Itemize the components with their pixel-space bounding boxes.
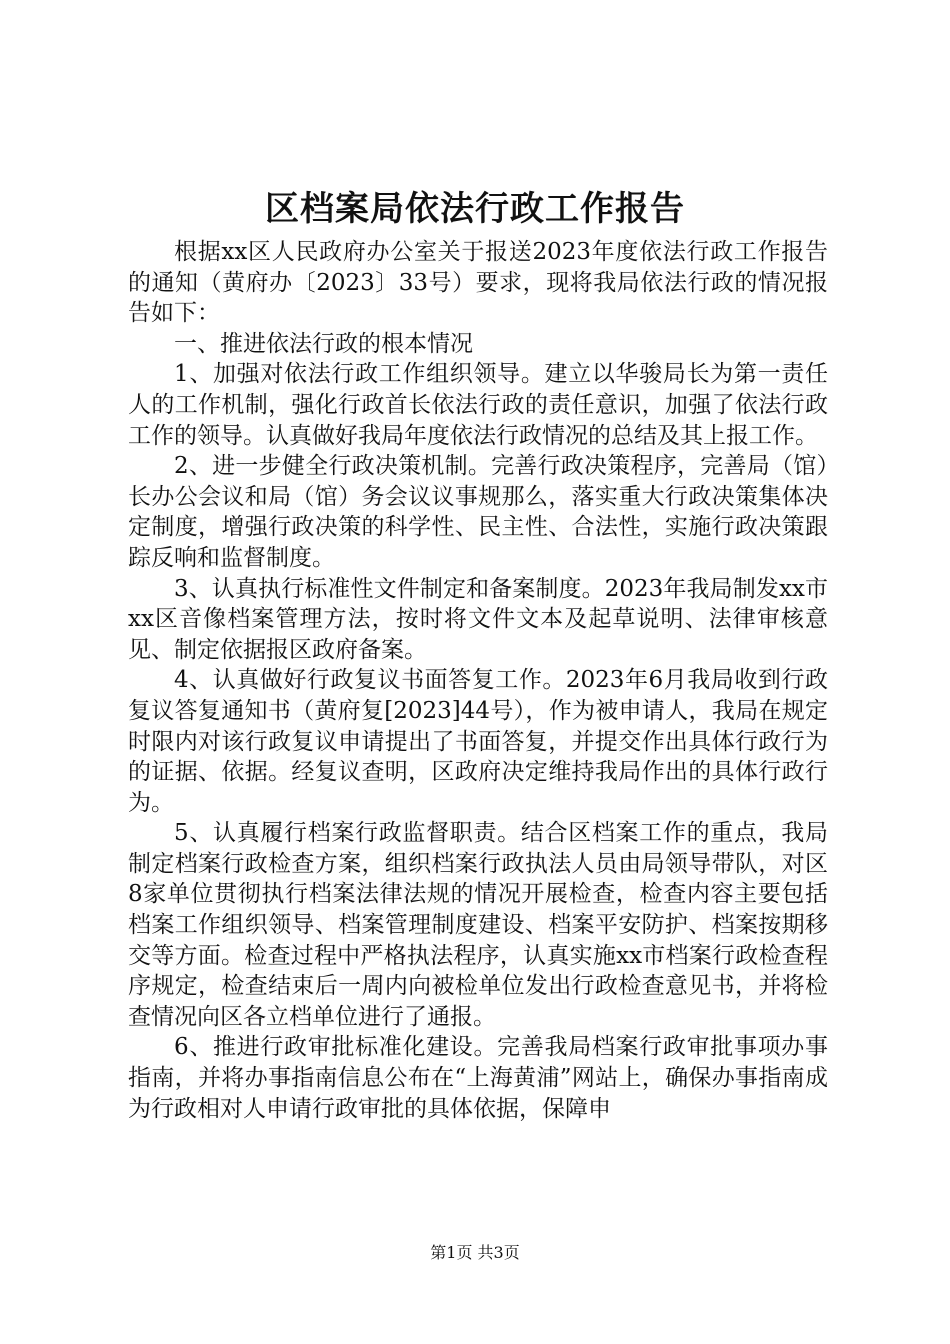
paragraph-item-3: 3、认真执行标准性文件制定和备案制度。2023年我局制发xx市xx区音像档案管理方法，按时将文件文本及起草说明、法律审核意见、制定依据报区政府备案。 bbox=[128, 575, 828, 663]
paragraph-item-1: 1、加强对依法行政工作组织领导。建立以华骏局长为第一责任人的工作机制，强化行政首长依法行政的责任意识，加强了依法行政工作的领导。认真做好我局年度依法行政情况的总结及其上报工作。 bbox=[128, 361, 828, 449]
paragraph-intro: 根据xx区人民政府办公室关于报送2023年度依法行政工作报告的通知（黄府办〔2023〕33号）要求，现将我局依法行政的情况报告如下： bbox=[128, 239, 828, 327]
paragraph-item-2: 2、进一步健全行政决策机制。完善行政决策程序，完善局（馆）长办公会议和局（馆）务会议议事规那么，落实重大行政决策集体决定制度，增强行政决策的科学性、民主性、合法性，实施行政决策跟踪反响和监督制度。 bbox=[128, 453, 828, 571]
paragraph-item-6: 6、推进行政审批标准化建设。完善我局档案行政审批事项办事指南，并将办事指南信息公布在“上海黄浦”网站上，确保办事指南成为行政相对人申请行政审批的具体依据，保障申 bbox=[128, 1034, 828, 1122]
paragraph-item-4: 4、认真做好行政复议书面答复工作。2023年6月我局收到行政复议答复通知书（黄府复[2023]44号），作为被申请人，我局在规定时限内对该行政复议申请提出了书面答复，并提交作出具体行政行为的证据、依据。经复议查明，区政府决定维持我局作出的具体行政行为。 bbox=[128, 667, 828, 816]
page-number-footer: 第1页 共3页 bbox=[430, 1243, 520, 1262]
paragraph-item-5: 5、认真履行档案行政监督职责。结合区档案工作的重点，我局制定档案行政检查方案，组织档案行政执法人员由局领导带队，对区8家单位贯彻执行档案法律法规的情况开展检查，检查内容主要包括档案工作组织领导、档案管理制度建设、档案平安防护、档案按期移交等方面。检查过程中严格执法程序，认真实施xx市档案行政检查程序规定，检查结束后一周内向被检单位发出行政检查意见书，并将检查情况向区各立档单位进行了通报。 bbox=[128, 820, 828, 1030]
document-body bbox=[128, 237, 828, 1124]
section-heading: 一、推进依法行政的根本情况 bbox=[174, 330, 473, 357]
document-title: 区档案局依法行政工作报告 bbox=[265, 189, 685, 229]
